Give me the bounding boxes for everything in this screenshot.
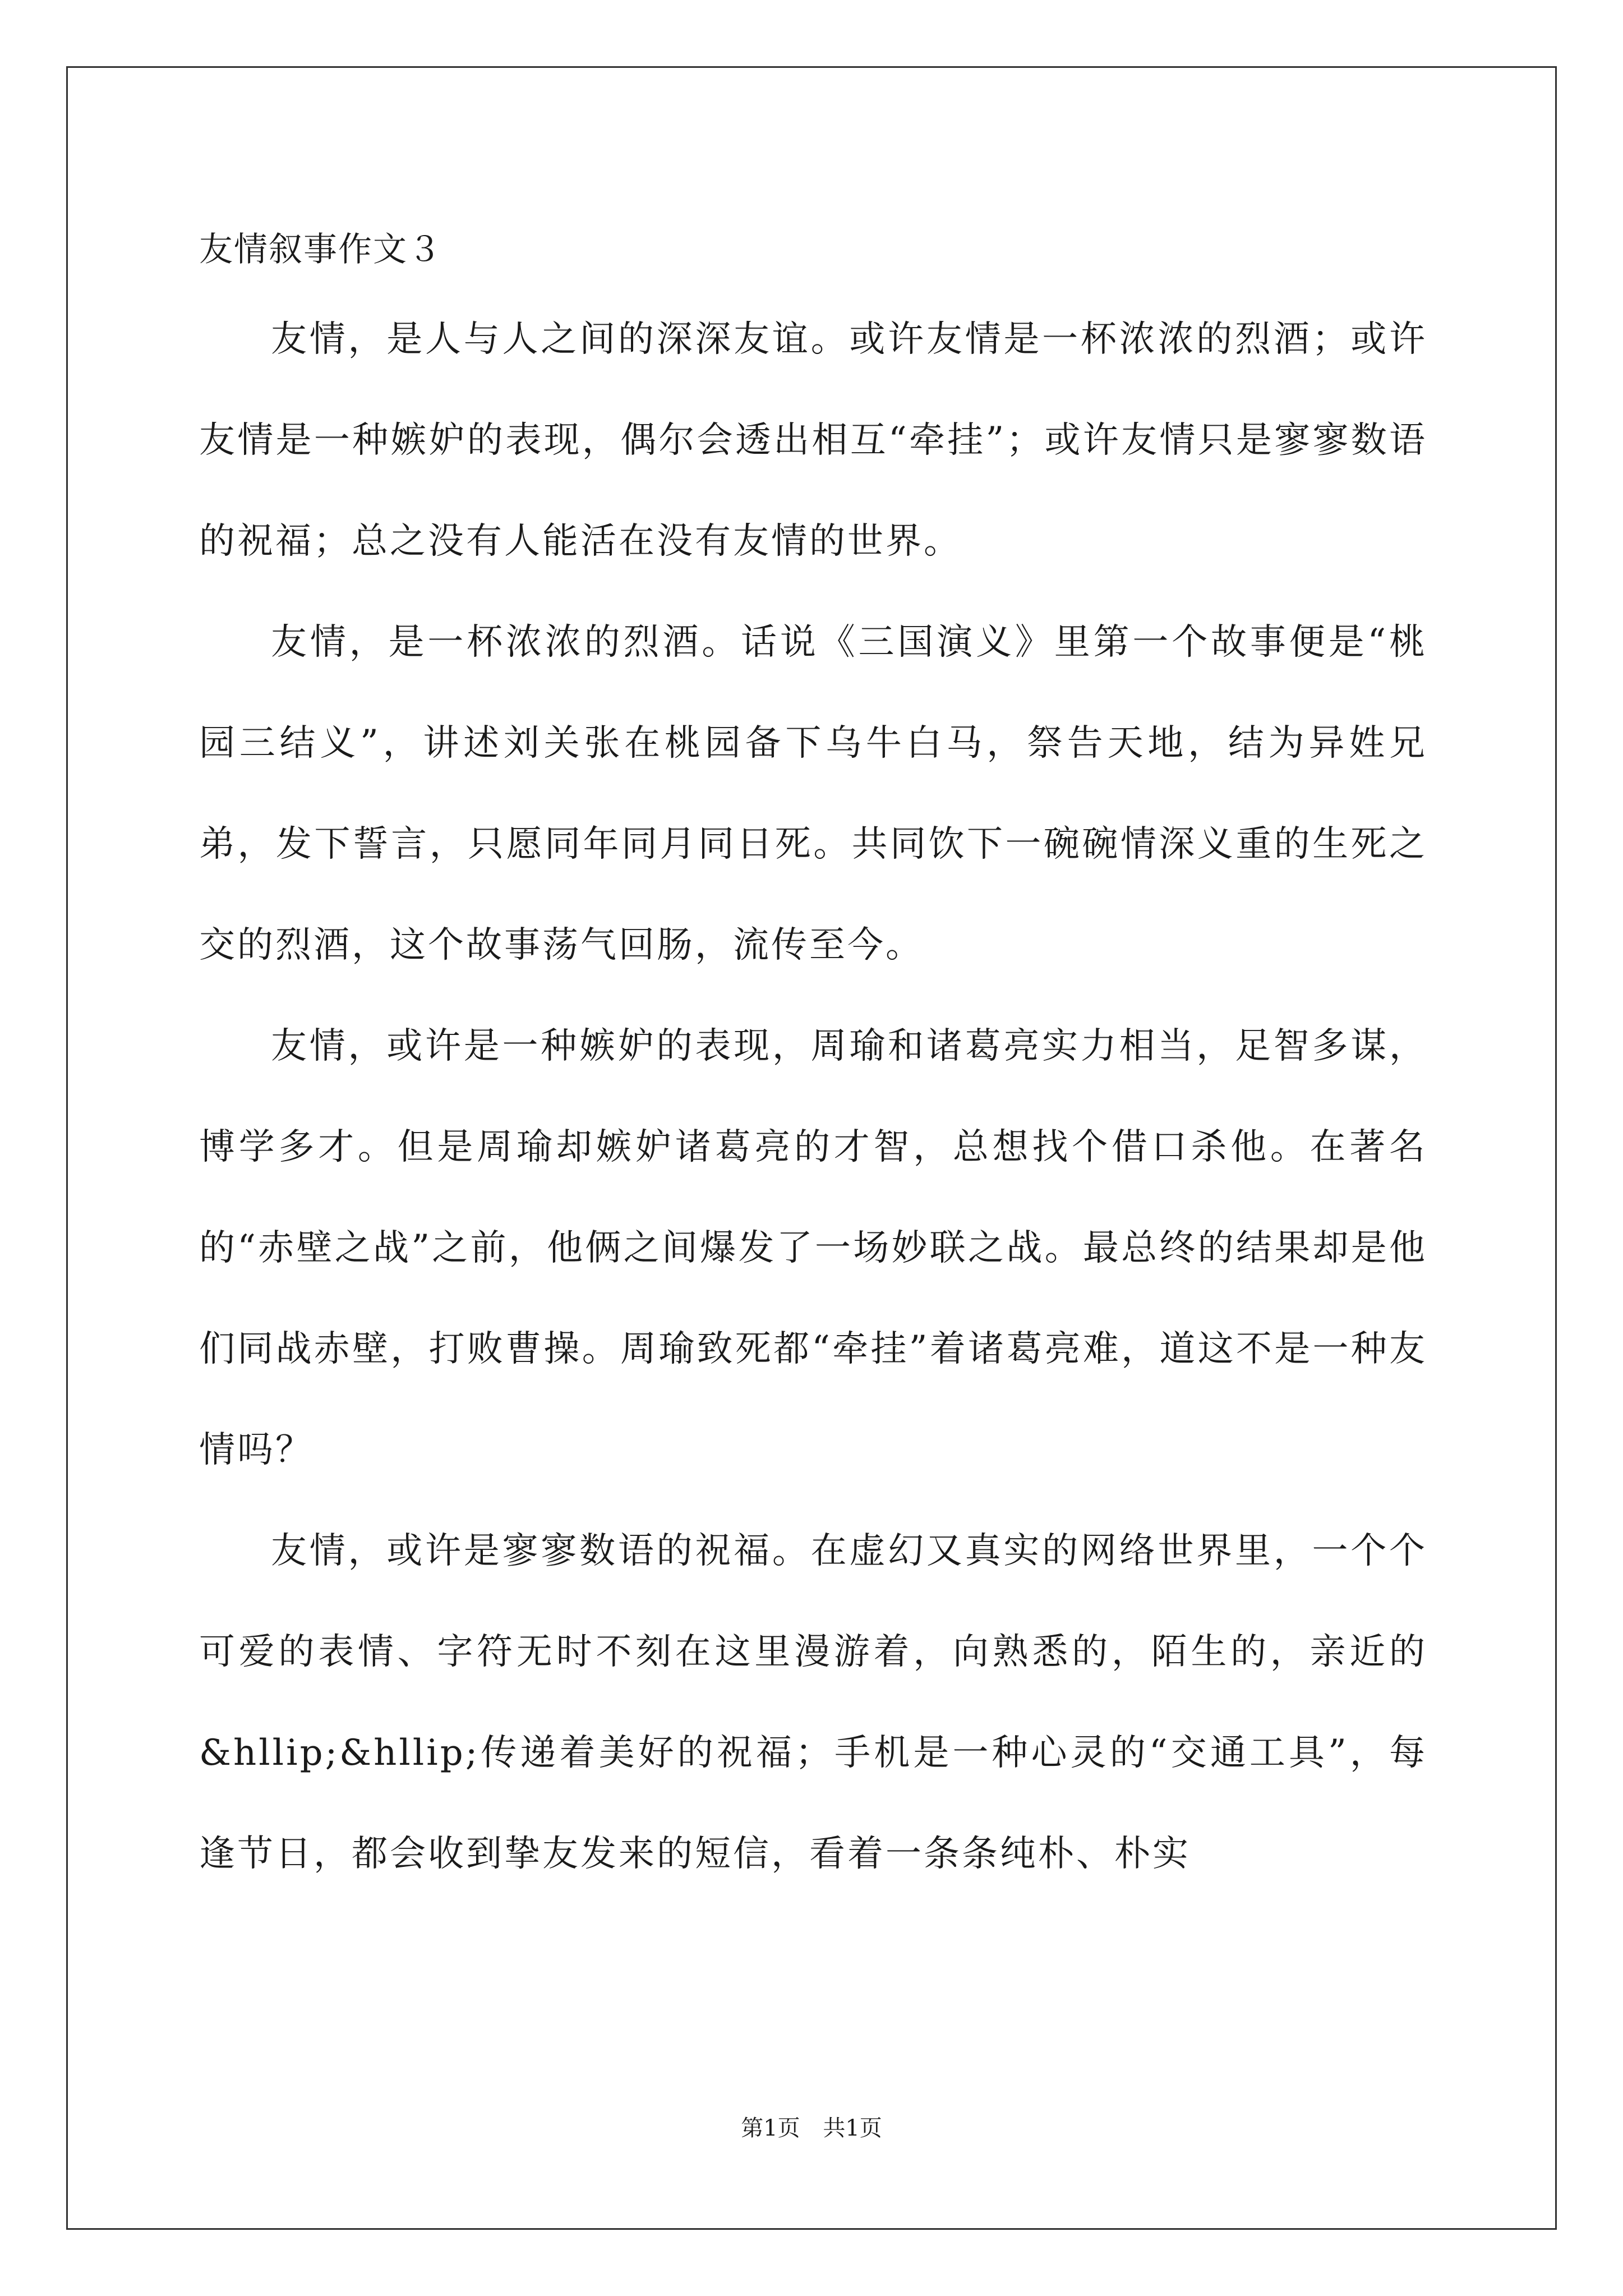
page-footer <box>0 2111 1623 2145</box>
document-title: 友情叙事作文３ <box>199 230 442 269</box>
paragraph-4: 友情，或许是寥寥数语的祝福。在虚幻又真实的网络世界里，一个个可爱的表情、字符无时不刻在这里漫游着，向熟悉的，陌生的，亲近的&hllip;&hllip;传递着美好的祝福；手机是一种心灵的“交通工具”，每逢节日，都会收到挚友发来的短信，看着一条条纯朴、朴实 <box>199 1530 1427 1875</box>
page-number: 第1页 <box>741 2115 800 2141</box>
paragraph-3: 友情，或许是一种嫉妒的表现，周瑜和诸葛亮实力相当，足智多谋，博学多才。但是周瑜却嫉妒诸葛亮的才智，总想找个借口杀他。在著名的“赤壁之战”之前，他俩之间爆发了一场妙联之战。最总终的结果却是他们同战赤壁，打败曹操。周瑜致死都“牵挂”着诸葛亮难，道这不是一种友情吗？ <box>199 1025 1427 1471</box>
paragraph-2: 友情，是一杯浓浓的烈酒。话说《三国演义》里第一个故事便是“桃园三结义”，讲述刘关张在桃园备下乌牛白马，祭告天地，结为异姓兄弟，发下誓言，只愿同年同月同日死。共同饮下一碗碗情深义重的生死之交的烈酒，这个故事荡气回肠，流传至今。 <box>199 622 1427 966</box>
document-body <box>199 210 1427 1904</box>
page-total: 共1页 <box>823 2115 882 2141</box>
paragraph-1: 友情，是人与人之间的深深友谊。或许友情是一杯浓浓的烈酒；或许友情是一种嫉妒的表现，偶尔会透出相互“牵挂”；或许友情只是寥寥数语的祝福；总之没有人能活在没有友情的世界。 <box>199 319 1427 562</box>
